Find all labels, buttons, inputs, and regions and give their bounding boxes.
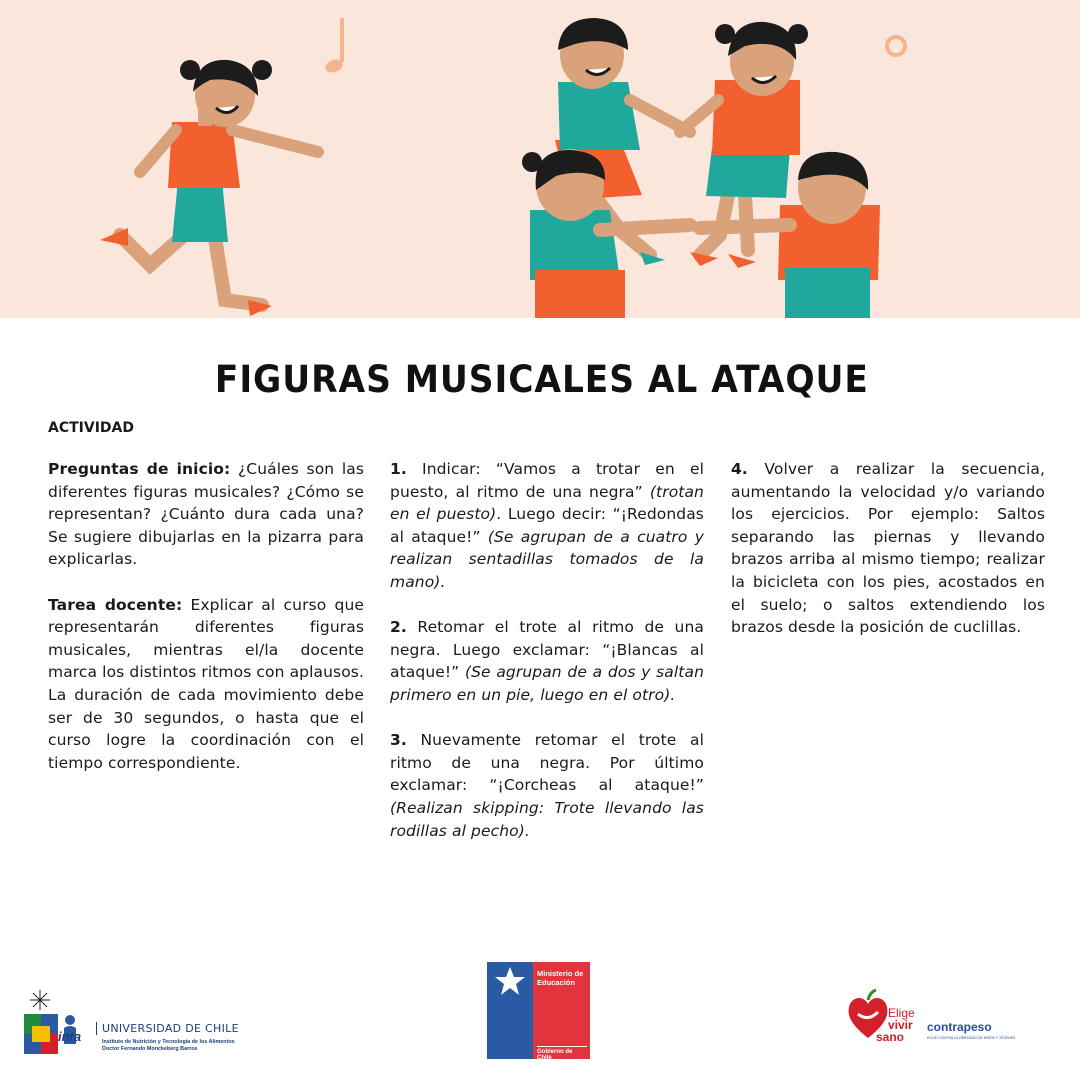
contrapeso-logo bbox=[927, 1020, 1017, 1044]
preguntas-heading: Preguntas de inicio: bbox=[48, 460, 231, 478]
step-1-italic: (trotan en el puesto) bbox=[390, 482, 704, 524]
step-1-italic-2: (Se agrupan de a cuatro y realizan sentadillas tomados de la mano). bbox=[390, 527, 705, 591]
paragraph-tarea bbox=[48, 594, 364, 775]
elige-word: Elige bbox=[888, 1006, 915, 1020]
column-steps bbox=[390, 458, 704, 865]
inta-label: inta bbox=[58, 1029, 82, 1044]
step-2 bbox=[390, 616, 704, 706]
ring-icon bbox=[887, 37, 905, 55]
institute-person: Doctor Fernando Monckeberg Barros bbox=[102, 1046, 198, 1052]
step-1-number: 1. bbox=[390, 460, 407, 478]
mineduc-gobierno: Gobierno de Chile bbox=[537, 1046, 587, 1061]
step-2-text: Retomar el trote al ritmo de una negra. Luego exclamar: “¡Blancas al ataque!” bbox=[390, 618, 704, 682]
ministerio-educacion-logo bbox=[487, 962, 590, 1059]
sano-word: sano bbox=[876, 1030, 905, 1044]
step-3-text: Nuevamente retomar el trote al ritmo de una negra. Por último exclamar: “¡Corcheas al ataque!” bbox=[390, 731, 704, 795]
step-1-text-2: . Luego decir: “¡Redondas al ataque!” bbox=[390, 505, 704, 546]
column-intro bbox=[48, 458, 364, 797]
children-group-figure bbox=[522, 18, 880, 318]
page-title: FIGURAS MUSICALES AL ATAQUE bbox=[214, 358, 869, 401]
step-4-number: 4. bbox=[731, 460, 748, 478]
uchile-crest-icon bbox=[22, 988, 96, 1060]
step-4-text: Volver a realizar la secuencia, aumentando la velocidad y/o variando los ejercicios. Por ejemplo: Saltos separando las piernas y llevando brazos arriba al mismo tiempo; realizar la bicicleta con los pies, acostados en el suelo; o saltos extendiendo los brazos desde la posición de cuclillas. bbox=[731, 460, 1045, 637]
step-3-italic: (Realizan skipping: Trote llevando las rodillas al pecho). bbox=[390, 798, 704, 840]
uchile-institute bbox=[58, 1029, 272, 1053]
step-3-number: 3. bbox=[390, 731, 407, 750]
tarea-text: Explicar al curso que representarán diferentes figuras musicales, mientras el/la docente marca los distintos ritmos con aplausos. La duración de cada movimiento debe ser de 30 segundos, o hasta que el curso logre la coordinación con el tiempo correspondiente. bbox=[48, 595, 365, 772]
step-1 bbox=[390, 458, 704, 594]
mineduc-name: Ministerio de Educación bbox=[537, 969, 584, 987]
children-dancing-illustration bbox=[0, 0, 1080, 318]
girl-jumping-figure bbox=[100, 60, 318, 316]
paragraph-preguntas bbox=[48, 458, 364, 571]
step-4 bbox=[731, 458, 1045, 639]
elige-vivir-sano-logo bbox=[846, 988, 926, 1048]
step-2-italic: (Se agrupan de a dos y saltan primero en un pie, luego en el otro). bbox=[390, 663, 704, 704]
step-3 bbox=[390, 729, 704, 842]
step-2-number: 2. bbox=[390, 618, 407, 637]
chile-coat-of-arms-icon bbox=[490, 965, 530, 999]
preguntas-text: ¿Cuáles son las diferentes figuras musicales? ¿Cómo se representan? ¿Cuánto dura cada una? Se sugiere dibujarlas en la pizarra para explicarlas. bbox=[48, 460, 365, 569]
hero-illustration bbox=[0, 0, 1080, 318]
institute-name: Instituto de Nutrición y Tecnología de los Alimentos bbox=[102, 1039, 235, 1045]
section-label: ACTIVIDAD bbox=[48, 420, 134, 436]
tarea-heading: Tarea docente: bbox=[48, 595, 183, 614]
contrapeso-word: contrapeso bbox=[927, 1020, 992, 1034]
music-note-icon bbox=[323, 18, 344, 75]
column-variation bbox=[731, 458, 1045, 661]
uchile-name: UNIVERSIDAD DE CHILE bbox=[96, 1022, 239, 1035]
contrapeso-tagline: ELIGE CONTRA LA OBESIDAD DE NIÑOS Y JÓVENES bbox=[927, 1036, 1016, 1040]
vivir-word: vivir bbox=[888, 1018, 913, 1032]
universidad-de-chile-logo bbox=[22, 988, 262, 1060]
step-1-text: Indicar: “Vamos a trotar en el puesto, al ritmo de una negra” bbox=[390, 460, 704, 501]
